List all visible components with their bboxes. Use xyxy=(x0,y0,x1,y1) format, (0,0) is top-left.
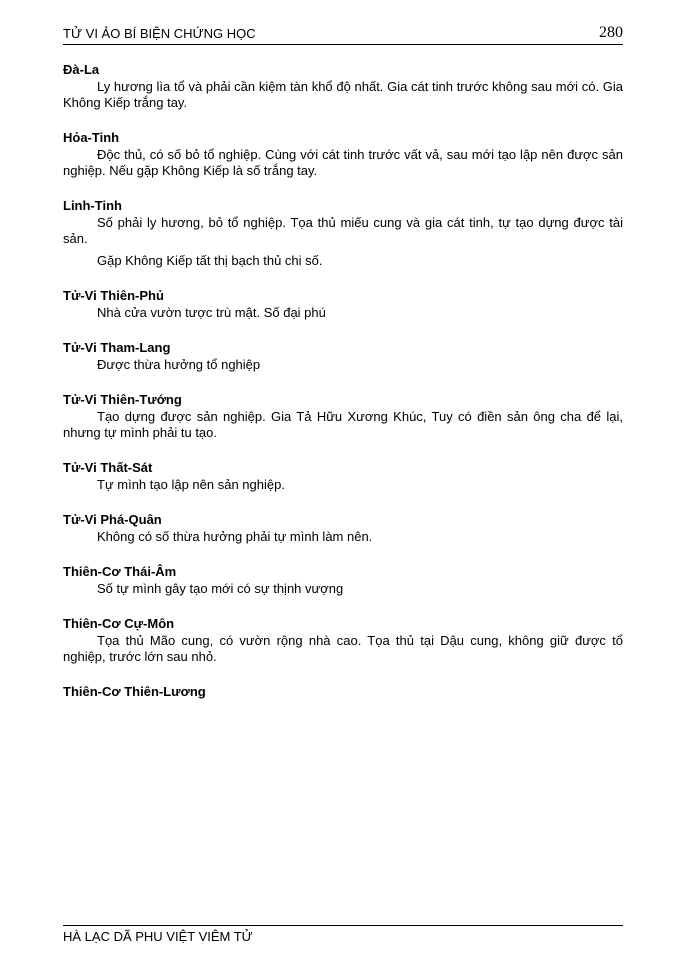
entry-title: Tử-Vi Tham-Lang xyxy=(63,340,171,355)
entry-paragraph: Gặp Không Kiếp tất thị bạch thủ chi số. xyxy=(97,253,323,268)
entry-title: Thiên-Cơ Thái-Âm xyxy=(63,564,177,579)
entry-paragraph: Tự mình tạo lập nên sản nghiệp. xyxy=(97,477,285,492)
page-footer xyxy=(63,925,623,944)
entry-section xyxy=(63,684,623,700)
footer-text: HÀ LẠC DÃ PHU VIỆT VIÊM TỬ xyxy=(63,929,253,944)
entry-section xyxy=(63,288,623,321)
entry-title: Thiên-Cơ Thiên-Lương xyxy=(63,684,206,699)
entry-paragraph: Tọa thủ Mão cung, có vườn rộng nhà cao. Tọa thủ tại Dậu cung, không giữ được tổ nghiệp, trước lớn sau nhỏ. xyxy=(63,633,623,664)
entry-section xyxy=(63,130,623,179)
entry-title: Tử-Vi Thất-Sát xyxy=(63,460,153,475)
entry-title: Thiên-Cơ Cự-Môn xyxy=(63,616,175,631)
entry-paragraph: Nhà cửa vườn tược trù mật. Số đại phú xyxy=(97,305,326,320)
entry-section xyxy=(63,564,623,597)
entry-title: Linh-Tinh xyxy=(63,198,122,213)
entry-paragraph: Ly hương lìa tổ và phải cần kiệm tàn khổ độ nhất. Gia cát tinh trước không sau mới có. Gia Không Kiếp trắng tay. xyxy=(63,79,623,110)
entry-section xyxy=(63,512,623,545)
entry-paragraph: Độc thủ, có số bỏ tổ nghiệp. Cùng với cát tinh trước vất vả, sau mới tạo lập nên được sản nghiệp. Nếu gặp Không Kiếp là số trắng tay. xyxy=(63,147,623,178)
entry-section xyxy=(63,392,623,441)
entry-title: Hỏa-Tinh xyxy=(63,130,120,145)
entry-paragraph: Không có số thừa hưởng phải tự mình làm nên. xyxy=(97,529,373,544)
entry-section xyxy=(63,198,623,269)
entry-title: Đà-La xyxy=(63,62,100,77)
document-body xyxy=(63,62,623,719)
entry-paragraph: Được thừa hưởng tổ nghiệp xyxy=(97,357,261,372)
entry-section xyxy=(63,62,623,111)
entry-title: Tử-Vi Thiên-Tướng xyxy=(63,392,182,407)
entry-section xyxy=(63,460,623,493)
page-number: 280 xyxy=(599,24,623,41)
entry-paragraph: Số tự mình gây tạo mới có sự thịnh vượng xyxy=(97,581,344,596)
entry-section xyxy=(63,616,623,665)
entry-section xyxy=(63,340,623,373)
header-title: TỬ VI ẢO BÍ BIỆN CHỨNG HỌC xyxy=(63,26,256,41)
entry-title: Tử-Vi Thiên-Phủ xyxy=(63,288,164,303)
entry-title: Tử-Vi Phá-Quân xyxy=(63,512,162,527)
entry-paragraph: Tạo dựng được sản nghiệp. Gia Tả Hữu Xương Khúc, Tuy có điền sản ông cha để lại, nhưng tự mình phải tu tạo. xyxy=(63,409,623,440)
page-header xyxy=(63,22,623,45)
entry-paragraph: Số phải ly hương, bỏ tổ nghiệp. Tọa thủ miếu cung và gia cát tinh, tự tạo dựng được tài sản. xyxy=(63,215,623,246)
